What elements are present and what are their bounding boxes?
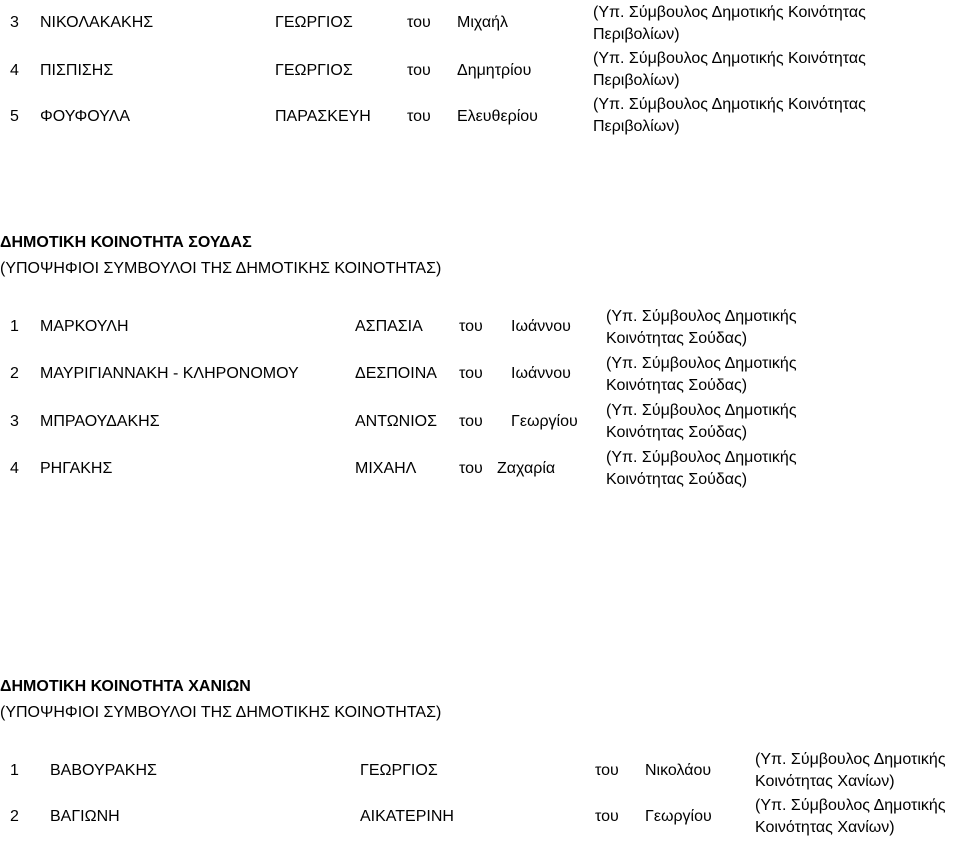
table-row [0, 794, 960, 842]
row-role-line1: (Υπ. Σύμβουλος Δημοτικής [606, 402, 797, 419]
row-first-name: ΓΕΩΡΓΙΟΣ [360, 762, 438, 779]
table-row [0, 400, 960, 448]
row-father-name: Δημητρίου [457, 62, 532, 79]
row-tou: του [459, 413, 483, 430]
row-first-name: ΔΕΣΠΟΙΝΑ [355, 365, 437, 382]
row-tou: του [595, 762, 619, 779]
row-role-line1: (Υπ. Σύμβουλος Δημοτικής Κοινότητας [593, 96, 866, 113]
row-tou: του [459, 318, 483, 335]
row-tou: του [459, 365, 483, 382]
section-title-souda: ΔΗΜΟΤΙΚΗ ΚΟΙΝΟΤΗΤΑ ΣΟΥΔΑΣ [0, 234, 252, 251]
row-surname: ΝΙΚΟΛΑΚΑΚΗΣ [40, 14, 154, 31]
row-first-name: ΓΕΩΡΓΙΟΣ [275, 14, 353, 31]
row-role-line1: (Υπ. Σύμβουλος Δημοτικής Κοινότητας [593, 4, 866, 21]
section-subtitle-souda: (ΥΠΟΨΗΦΙΟΙ ΣΥΜΒΟΥΛΟΙ ΤΗΣ ΔΗΜΟΤΙΚΗΣ ΚΟΙΝΟΤΗΤΑΣ) [0, 260, 442, 277]
table-row [0, 748, 960, 796]
table-row [0, 447, 960, 495]
row-father-name: Ζαχαρία [497, 460, 556, 477]
row-first-name: ΜΙΧΑΗΛ [355, 460, 417, 477]
row-number: 1 [10, 762, 19, 779]
row-role-line2: Περιβολίων) [593, 72, 680, 89]
row-father-name: Ιωάννου [511, 365, 571, 382]
row-number: 5 [10, 108, 19, 125]
row-role-line2: Κοινότητας Χανίων) [755, 773, 895, 790]
row-role-line1: (Υπ. Σύμβουλος Δημοτικής [606, 449, 797, 466]
row-surname: ΦΟΥΦΟΥΛΑ [40, 108, 131, 125]
row-number: 4 [10, 62, 19, 79]
row-role-line1: (Υπ. Σύμβουλος Δημοτικής [606, 308, 797, 325]
row-first-name: ΑΣΠΑΣΙΑ [355, 318, 423, 335]
row-first-name: ΑΙΚΑΤΕΡΙΝΗ [360, 808, 454, 825]
table-row [0, 353, 960, 401]
row-tou: του [595, 808, 619, 825]
row-surname: ΜΑΥΡΙΓΙΑΝΝΑΚΗ - ΚΛΗΡΟΝΟΜΟΥ [40, 365, 299, 382]
row-role-line2: Κοινότητας Σούδας) [606, 471, 748, 488]
row-role-line2: Κοινότητας Χανίων) [755, 819, 895, 836]
row-first-name: ΓΕΩΡΓΙΟΣ [275, 62, 353, 79]
row-father-name: Νικολάου [645, 762, 712, 779]
row-role-line1: (Υπ. Σύμβουλος Δημοτικής Κοινότητας [593, 50, 866, 67]
row-surname: ΡΗΓΑΚΗΣ [40, 460, 113, 477]
row-role-line1: (Υπ. Σύμβουλος Δημοτικής [755, 751, 946, 768]
row-number: 2 [10, 808, 19, 825]
row-father-name: Ιωάννου [511, 318, 571, 335]
row-father-name: Γεωργίου [511, 413, 578, 430]
row-surname: ΜΠΡΑΟΥΔΑΚΗΣ [40, 413, 160, 430]
row-number: 1 [10, 318, 19, 335]
row-role-line2: Κοινότητας Σούδας) [606, 330, 748, 347]
row-role-line1: (Υπ. Σύμβουλος Δημοτικής [755, 797, 946, 814]
row-first-name: ΠΑΡΑΣΚΕΥΗ [275, 108, 371, 125]
row-tou: του [407, 108, 431, 125]
row-surname: ΒΑΓΙΩΝΗ [50, 808, 120, 825]
row-number: 2 [10, 365, 19, 382]
row-number: 3 [10, 413, 19, 430]
row-role-line1: (Υπ. Σύμβουλος Δημοτικής [606, 355, 797, 372]
row-role-line2: Περιβολίων) [593, 118, 680, 135]
row-tou: του [459, 460, 483, 477]
row-father-name: Γεωργίου [645, 808, 712, 825]
row-father-name: Ελευθερίου [457, 108, 538, 125]
row-role-line2: Κοινότητας Σούδας) [606, 377, 748, 394]
row-tou: του [407, 14, 431, 31]
table-row [0, 306, 960, 354]
table-row [0, 96, 960, 152]
row-number: 4 [10, 460, 19, 477]
row-role-line2: Κοινότητας Σούδας) [606, 424, 748, 441]
row-surname: ΜΑΡΚΟΥΛΗ [40, 318, 129, 335]
row-first-name: ΑΝΤΩΝΙΟΣ [355, 413, 438, 430]
row-number: 3 [10, 14, 19, 31]
row-surname: ΒΑΒΟΥΡΑΚΗΣ [50, 762, 157, 779]
section-subtitle-chania: (ΥΠΟΨΗΦΙΟΙ ΣΥΜΒΟΥΛΟΙ ΤΗΣ ΔΗΜΟΤΙΚΗΣ ΚΟΙΝΟΤΗΤΑΣ) [0, 704, 442, 721]
row-surname: ΠΙΣΠΙΣΗΣ [40, 62, 114, 79]
row-tou: του [407, 62, 431, 79]
row-father-name: Μιχαήλ [457, 14, 508, 31]
row-role-line2: Περιβολίων) [593, 26, 680, 43]
section-title-chania: ΔΗΜΟΤΙΚΗ ΚΟΙΝΟΤΗΤΑ ΧΑΝΙΩΝ [0, 678, 251, 695]
